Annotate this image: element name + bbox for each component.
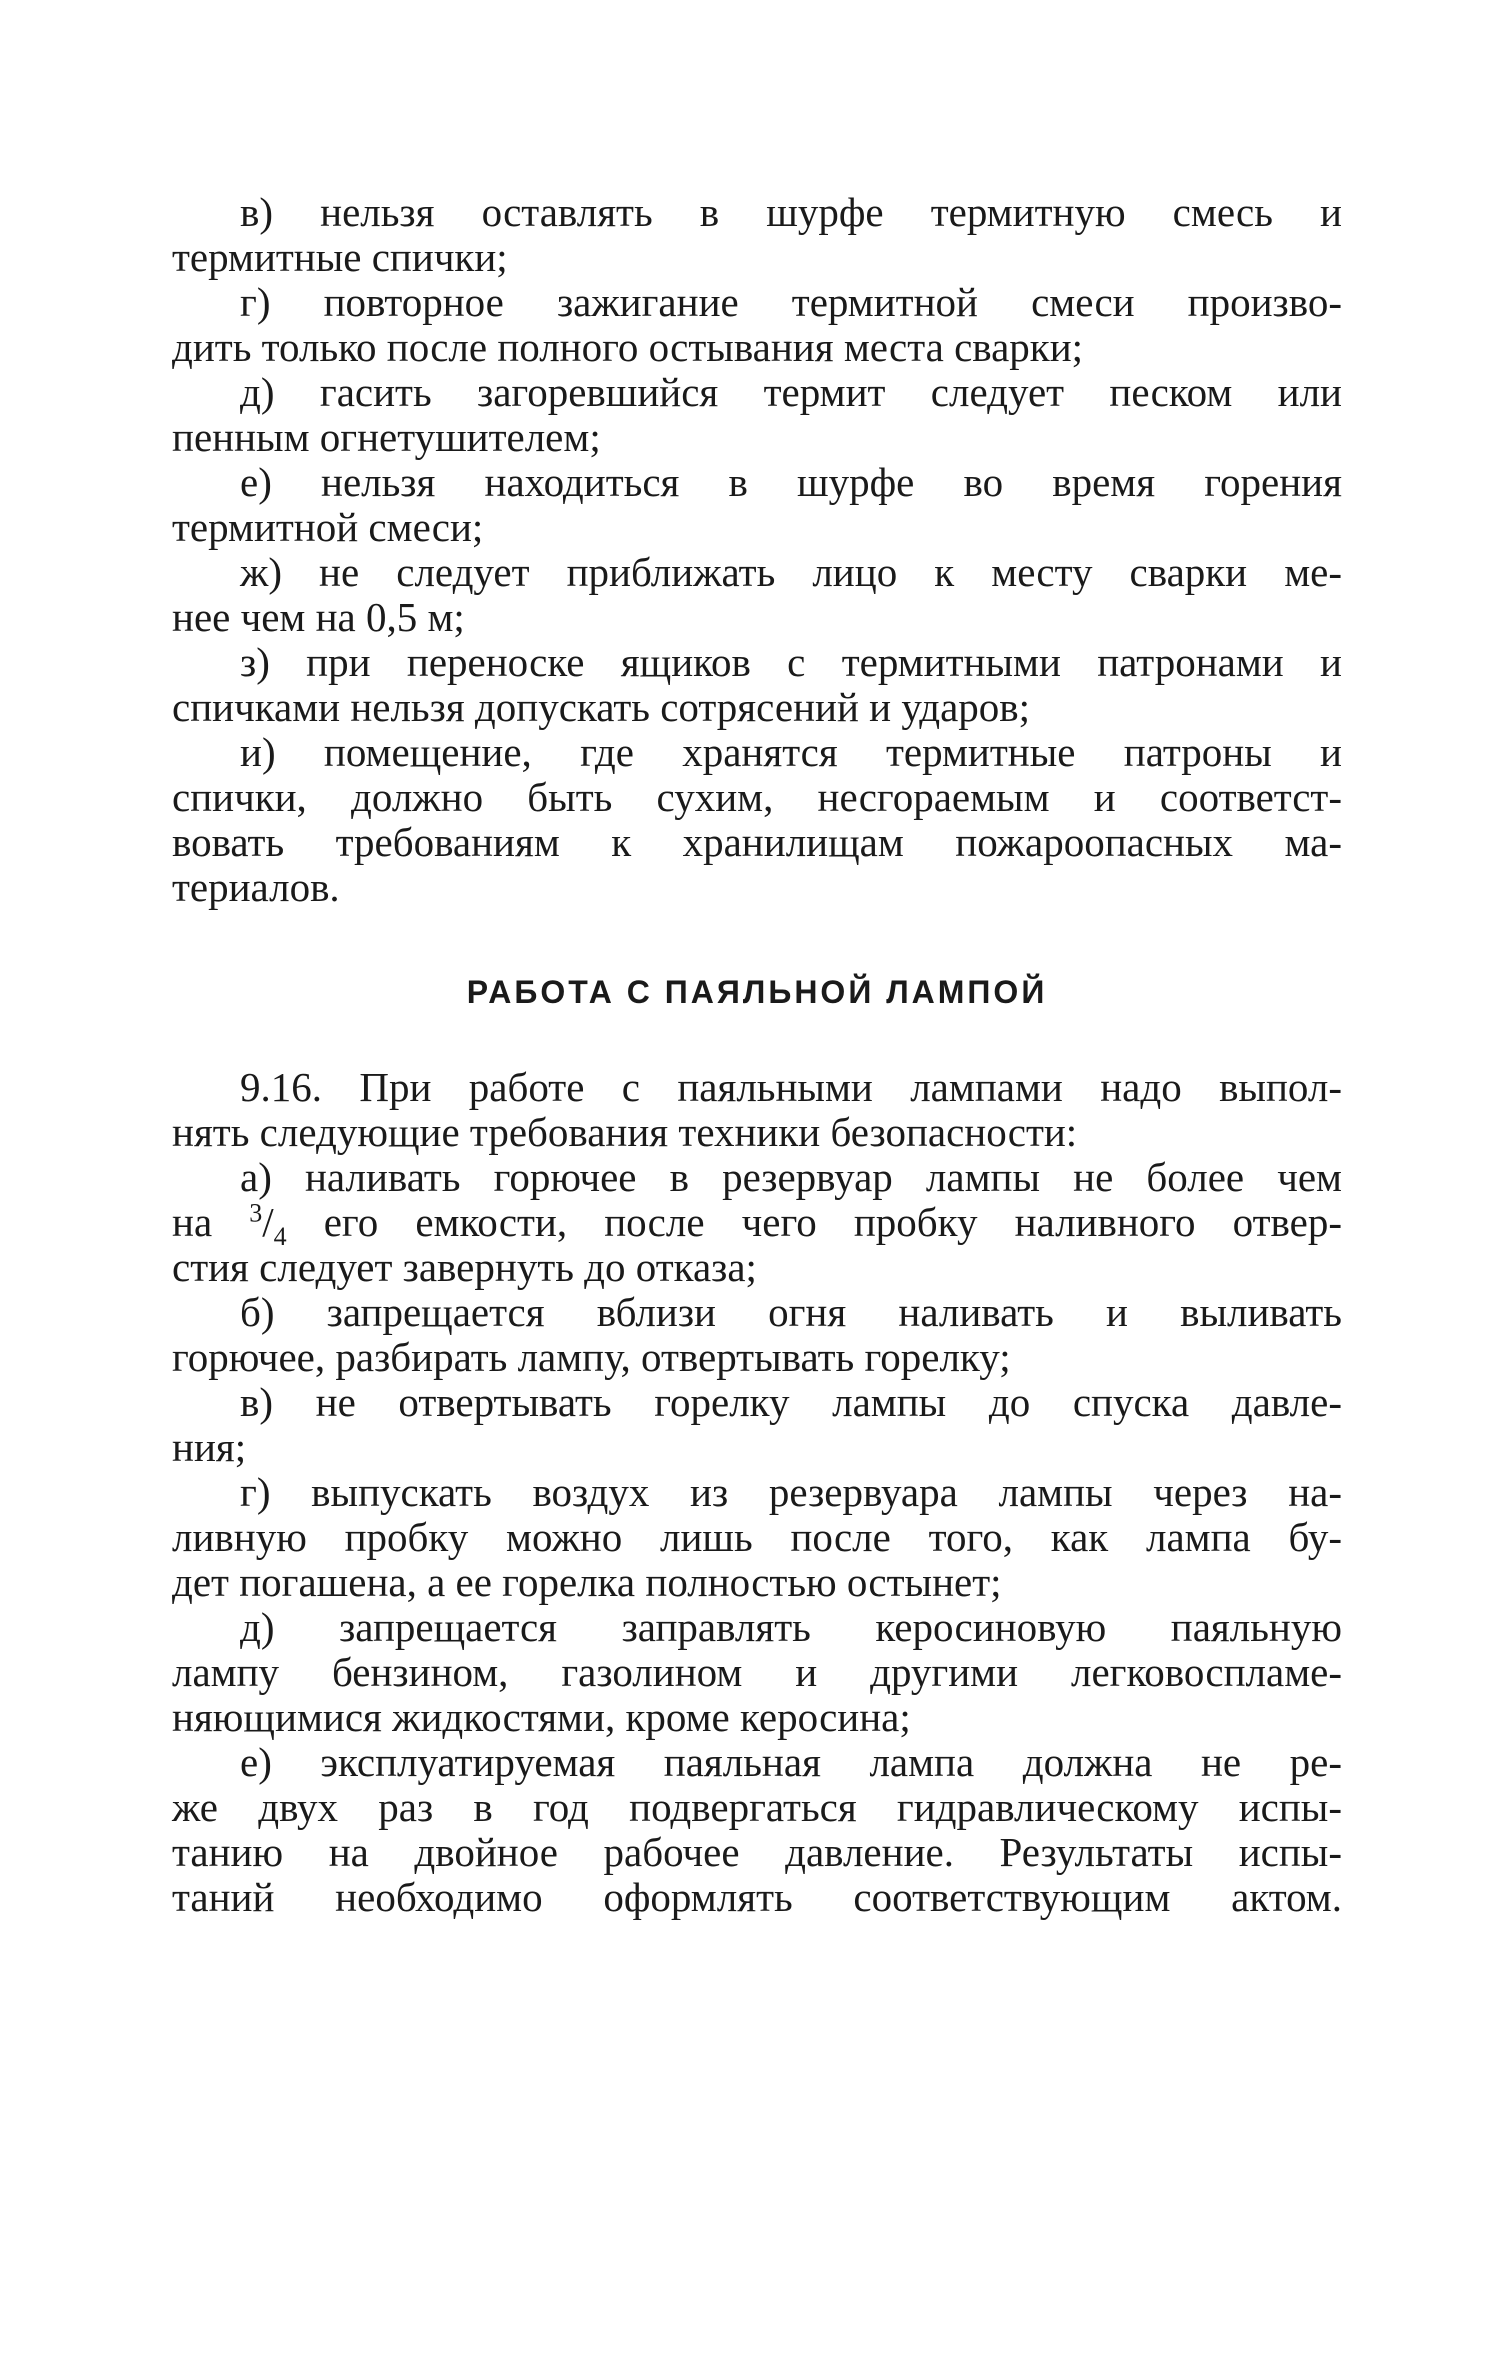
- section-intro: [172, 1065, 1342, 1155]
- list-item: [172, 1470, 1342, 1605]
- text-line: спички, должно быть сухим, несгораемым и соответст-: [172, 774, 1342, 820]
- text-line: нять следующие требования техники безопасности:: [172, 1109, 1078, 1155]
- text-line: вовать требованиям к хранилищам пожароопасных ма-: [172, 819, 1342, 865]
- text-line: дет погашена, а ее горелка полностью остынет;: [172, 1559, 1002, 1605]
- list-item: [172, 1290, 1342, 1380]
- text-line: лампу бензином, газолином и другими легковоспламе-: [172, 1649, 1342, 1695]
- text-line: е) эксплуатируемая паяльная лампа должна не ре-: [240, 1739, 1342, 1785]
- text-line: спичками нельзя допускать сотрясений и ударов;: [172, 684, 1031, 730]
- list-item: [172, 190, 1342, 280]
- text-line-with-fraction: [172, 1198, 1342, 1252]
- text-line: а) наливать горючее в резервуар лампы не более чем: [240, 1154, 1342, 1200]
- text-line: танию на двойное рабочее давление. Результаты испы-: [172, 1829, 1342, 1875]
- text-line: же двух раз в год подвергаться гидравлическому испы-: [172, 1784, 1342, 1830]
- text-line: в) нельзя оставлять в шурфе термитную смесь и: [240, 189, 1342, 235]
- fraction-numerator: 3: [249, 1198, 263, 1228]
- text-line: ж) не следует приближать лицо к месту сварки ме-: [240, 549, 1342, 595]
- text-line: термитные спички;: [172, 234, 508, 280]
- text-line: ливную пробку можно лишь после того, как лампа бу-: [172, 1514, 1342, 1560]
- list-item: [172, 640, 1342, 730]
- text-line: териалов.: [172, 864, 340, 910]
- text-line: б) запрещается вблизи огня наливать и выливать: [240, 1289, 1342, 1335]
- list-item: [172, 550, 1342, 640]
- text-line: д) запрещается заправлять керосиновую паяльную: [240, 1604, 1342, 1650]
- text-line: дить только после полного остывания места сварки;: [172, 324, 1084, 370]
- text-line: е) нельзя находиться в шурфе во время горения: [240, 459, 1342, 505]
- text-line: г) выпускать воздух из резервуара лампы через на-: [240, 1469, 1342, 1515]
- text-fragment: на: [172, 1199, 250, 1245]
- list-item: [172, 1740, 1342, 1920]
- spacer: [172, 910, 1342, 970]
- list-item: [172, 460, 1342, 550]
- fraction-denominator: 4: [273, 1222, 287, 1252]
- fraction-slash: /: [262, 1199, 274, 1245]
- text-line: нее чем на 0,5 м;: [172, 594, 465, 640]
- list-continued: [172, 190, 1342, 910]
- text-line: 9.16. При работе с паяльными лампами надо выпол-: [240, 1064, 1342, 1110]
- list-item: [172, 1605, 1342, 1740]
- list-item: [172, 730, 1342, 910]
- text-line: таний необходимо оформлять соответствующим актом.: [172, 1874, 1342, 1920]
- section-heading: РАБОТА С ПАЯЛЬНОЙ ЛАМПОЙ: [466, 974, 1048, 1010]
- list-item: [172, 1155, 1342, 1290]
- text-line: пенным огнетушителем;: [172, 414, 601, 460]
- text-line: з) при переноске ящиков с термитными патронами и: [240, 639, 1342, 685]
- text-line: горючее, разбирать лампу, отвертывать горелку;: [172, 1334, 1011, 1380]
- document-page: [172, 190, 1342, 1920]
- list-item: [172, 280, 1342, 370]
- text-line: термитной смеси;: [172, 504, 484, 550]
- text-line: в) не отвертывать горелку лампы до спуска давле-: [240, 1379, 1342, 1425]
- text-line: д) гасить загоревшийся термит следует песком или: [240, 369, 1342, 415]
- text-line: ния;: [172, 1424, 247, 1470]
- list-item: [172, 370, 1342, 460]
- text-line: и) помещение, где хранятся термитные патроны и: [240, 729, 1342, 775]
- text-line: няющимися жидкостями, кроме керосина;: [172, 1694, 911, 1740]
- text-fragment: его емкости, после чего пробку наливного отвер-: [286, 1199, 1342, 1245]
- text-line: стия следует завернуть до отказа;: [172, 1244, 757, 1290]
- text-line: г) повторное зажигание термитной смеси произво-: [240, 279, 1342, 325]
- list-item: [172, 1380, 1342, 1470]
